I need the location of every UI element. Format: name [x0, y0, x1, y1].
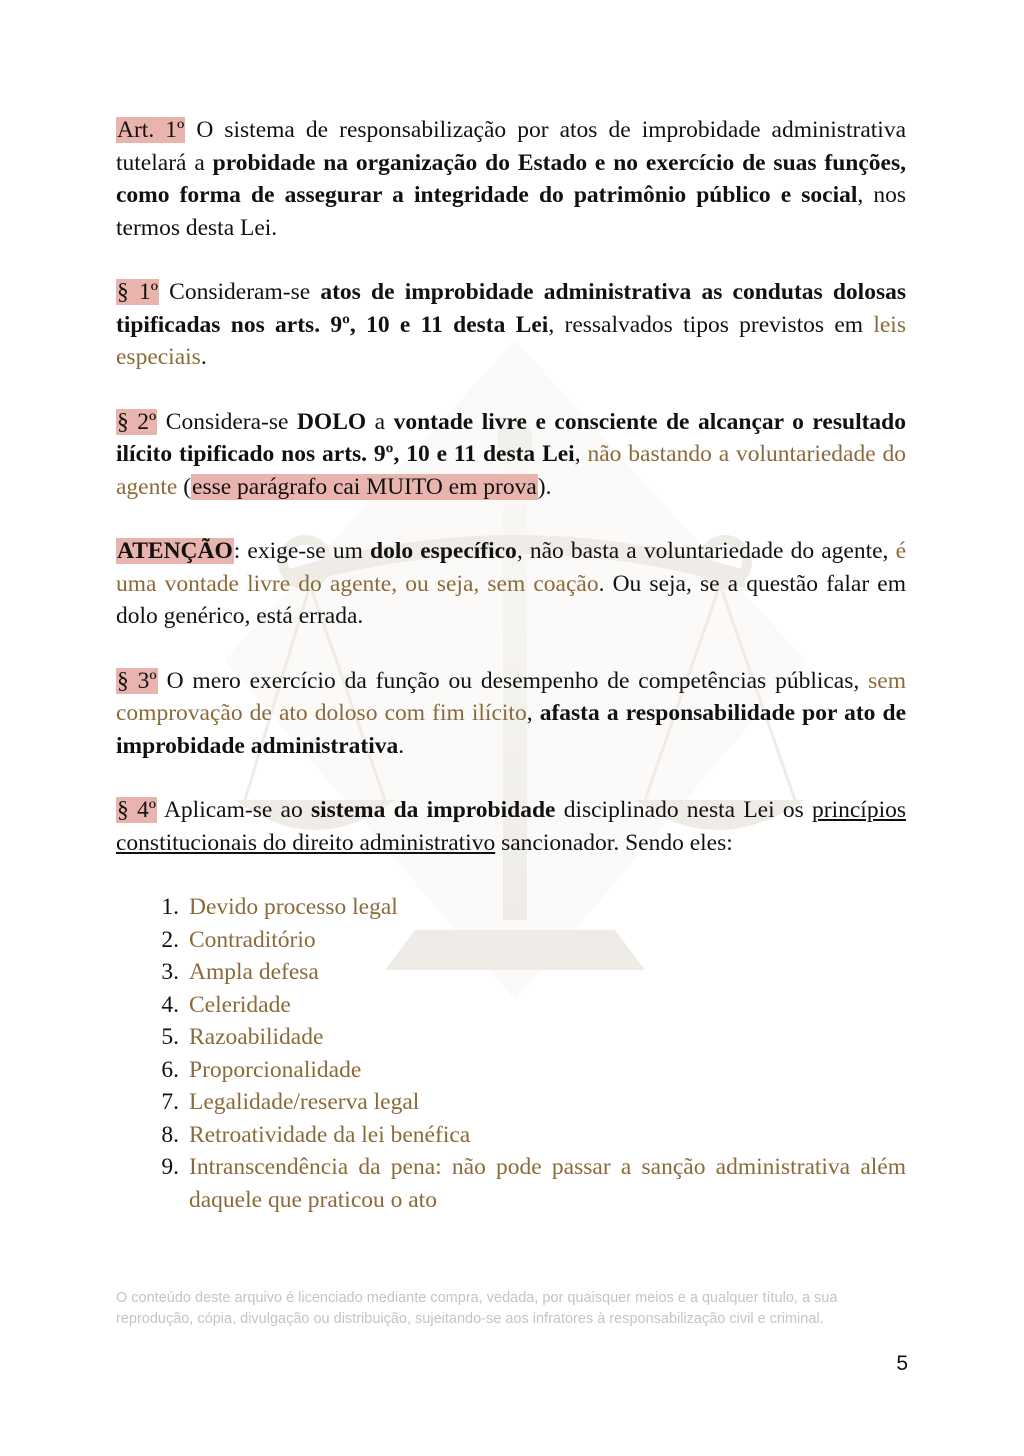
- paragraph-2: § 2º Considera-se DOLO a vontade livre e consciente de alcançar o resultado ilícito tipificado nos arts. 9º, 10 e 11 desta Lei, não bastando a voluntariedade do agente (esse parágrafo cai MUITO em prova).: [116, 408, 907, 500]
- attention-note: ATENÇÃO: exige-se um dolo específico, não basta a voluntariedade do agente, é uma vontade livre do agente, ou seja, sem coação. Ou seja, se a questão falar em dolo genérico, está errada.: [116, 538, 906, 629]
- paragraph-1-label: § 1º: [117, 279, 158, 305]
- page-number: 5: [896, 1352, 908, 1375]
- exam-note-highlight: esse parágrafo cai MUITO em prova: [192, 473, 537, 500]
- list-item: 3. Ampla defesa: [161, 959, 319, 985]
- paragraph-4-label: § 4º: [117, 797, 157, 823]
- attention-label: ATENÇÃO: [117, 538, 233, 564]
- document-body: [116, 114, 906, 1216]
- license-footer: O conteúdo deste arquivo é licenciado mediante compra, vedada, por quaisquer meios e a qualquer título, a sua reprodução, cópia, divulgação ou distribuição, sujeitando-se aos infratores à responsabilização civil e criminal.: [116, 1290, 838, 1327]
- list-item: 5. Razoabilidade: [161, 1024, 324, 1050]
- paragraph-3-label: § 3º: [117, 667, 157, 694]
- list-item: 9. Intranscendência da pena: não pode passar a sanção administrativa além daquele que praticou o ato: [161, 1154, 906, 1213]
- paragraph-3: § 3º O mero exercício da função ou desempenho de competências públicas, sem comprovação de ato doloso com fim ilícito, afasta a responsabilidade por ato de improbidade administrativa.: [116, 667, 907, 759]
- list-item: 1. Devido processo legal: [161, 894, 398, 920]
- principles-list: [116, 891, 906, 1216]
- paragraph-1: § 1º Consideram-se atos de improbidade administrativa as condutas dolosas tipificadas nos arts. 9º, 10 e 11 desta Lei, ressalvados tipos previstos em leis especiais.: [116, 279, 906, 370]
- list-item: 2. Contraditório: [161, 926, 316, 953]
- list-item: 6. Proporcionalidade: [161, 1056, 362, 1083]
- list-item: 7. Legalidade/reserva legal: [161, 1089, 420, 1115]
- list-item: 4. Celeridade: [161, 991, 291, 1018]
- paragraph-2-label: § 2º: [117, 408, 157, 435]
- article-1-label: Art. 1º: [117, 117, 185, 143]
- list-item: 8. Retroatividade da lei benéfica: [161, 1121, 471, 1148]
- article-1: Art. 1º O sistema de responsabilização por atos de improbidade administrativa tutelará a probidade na organização do Estado e no exercício de suas funções, como forma de assegurar a integridade do patrimônio público e social, nos termos desta Lei.: [116, 117, 907, 241]
- paragraph-4: § 4º Aplicam-se ao sistema da improbidade disciplinado nesta Lei os princípios constitucionais do direito administrativo sancionador. Sendo eles:: [116, 797, 906, 856]
